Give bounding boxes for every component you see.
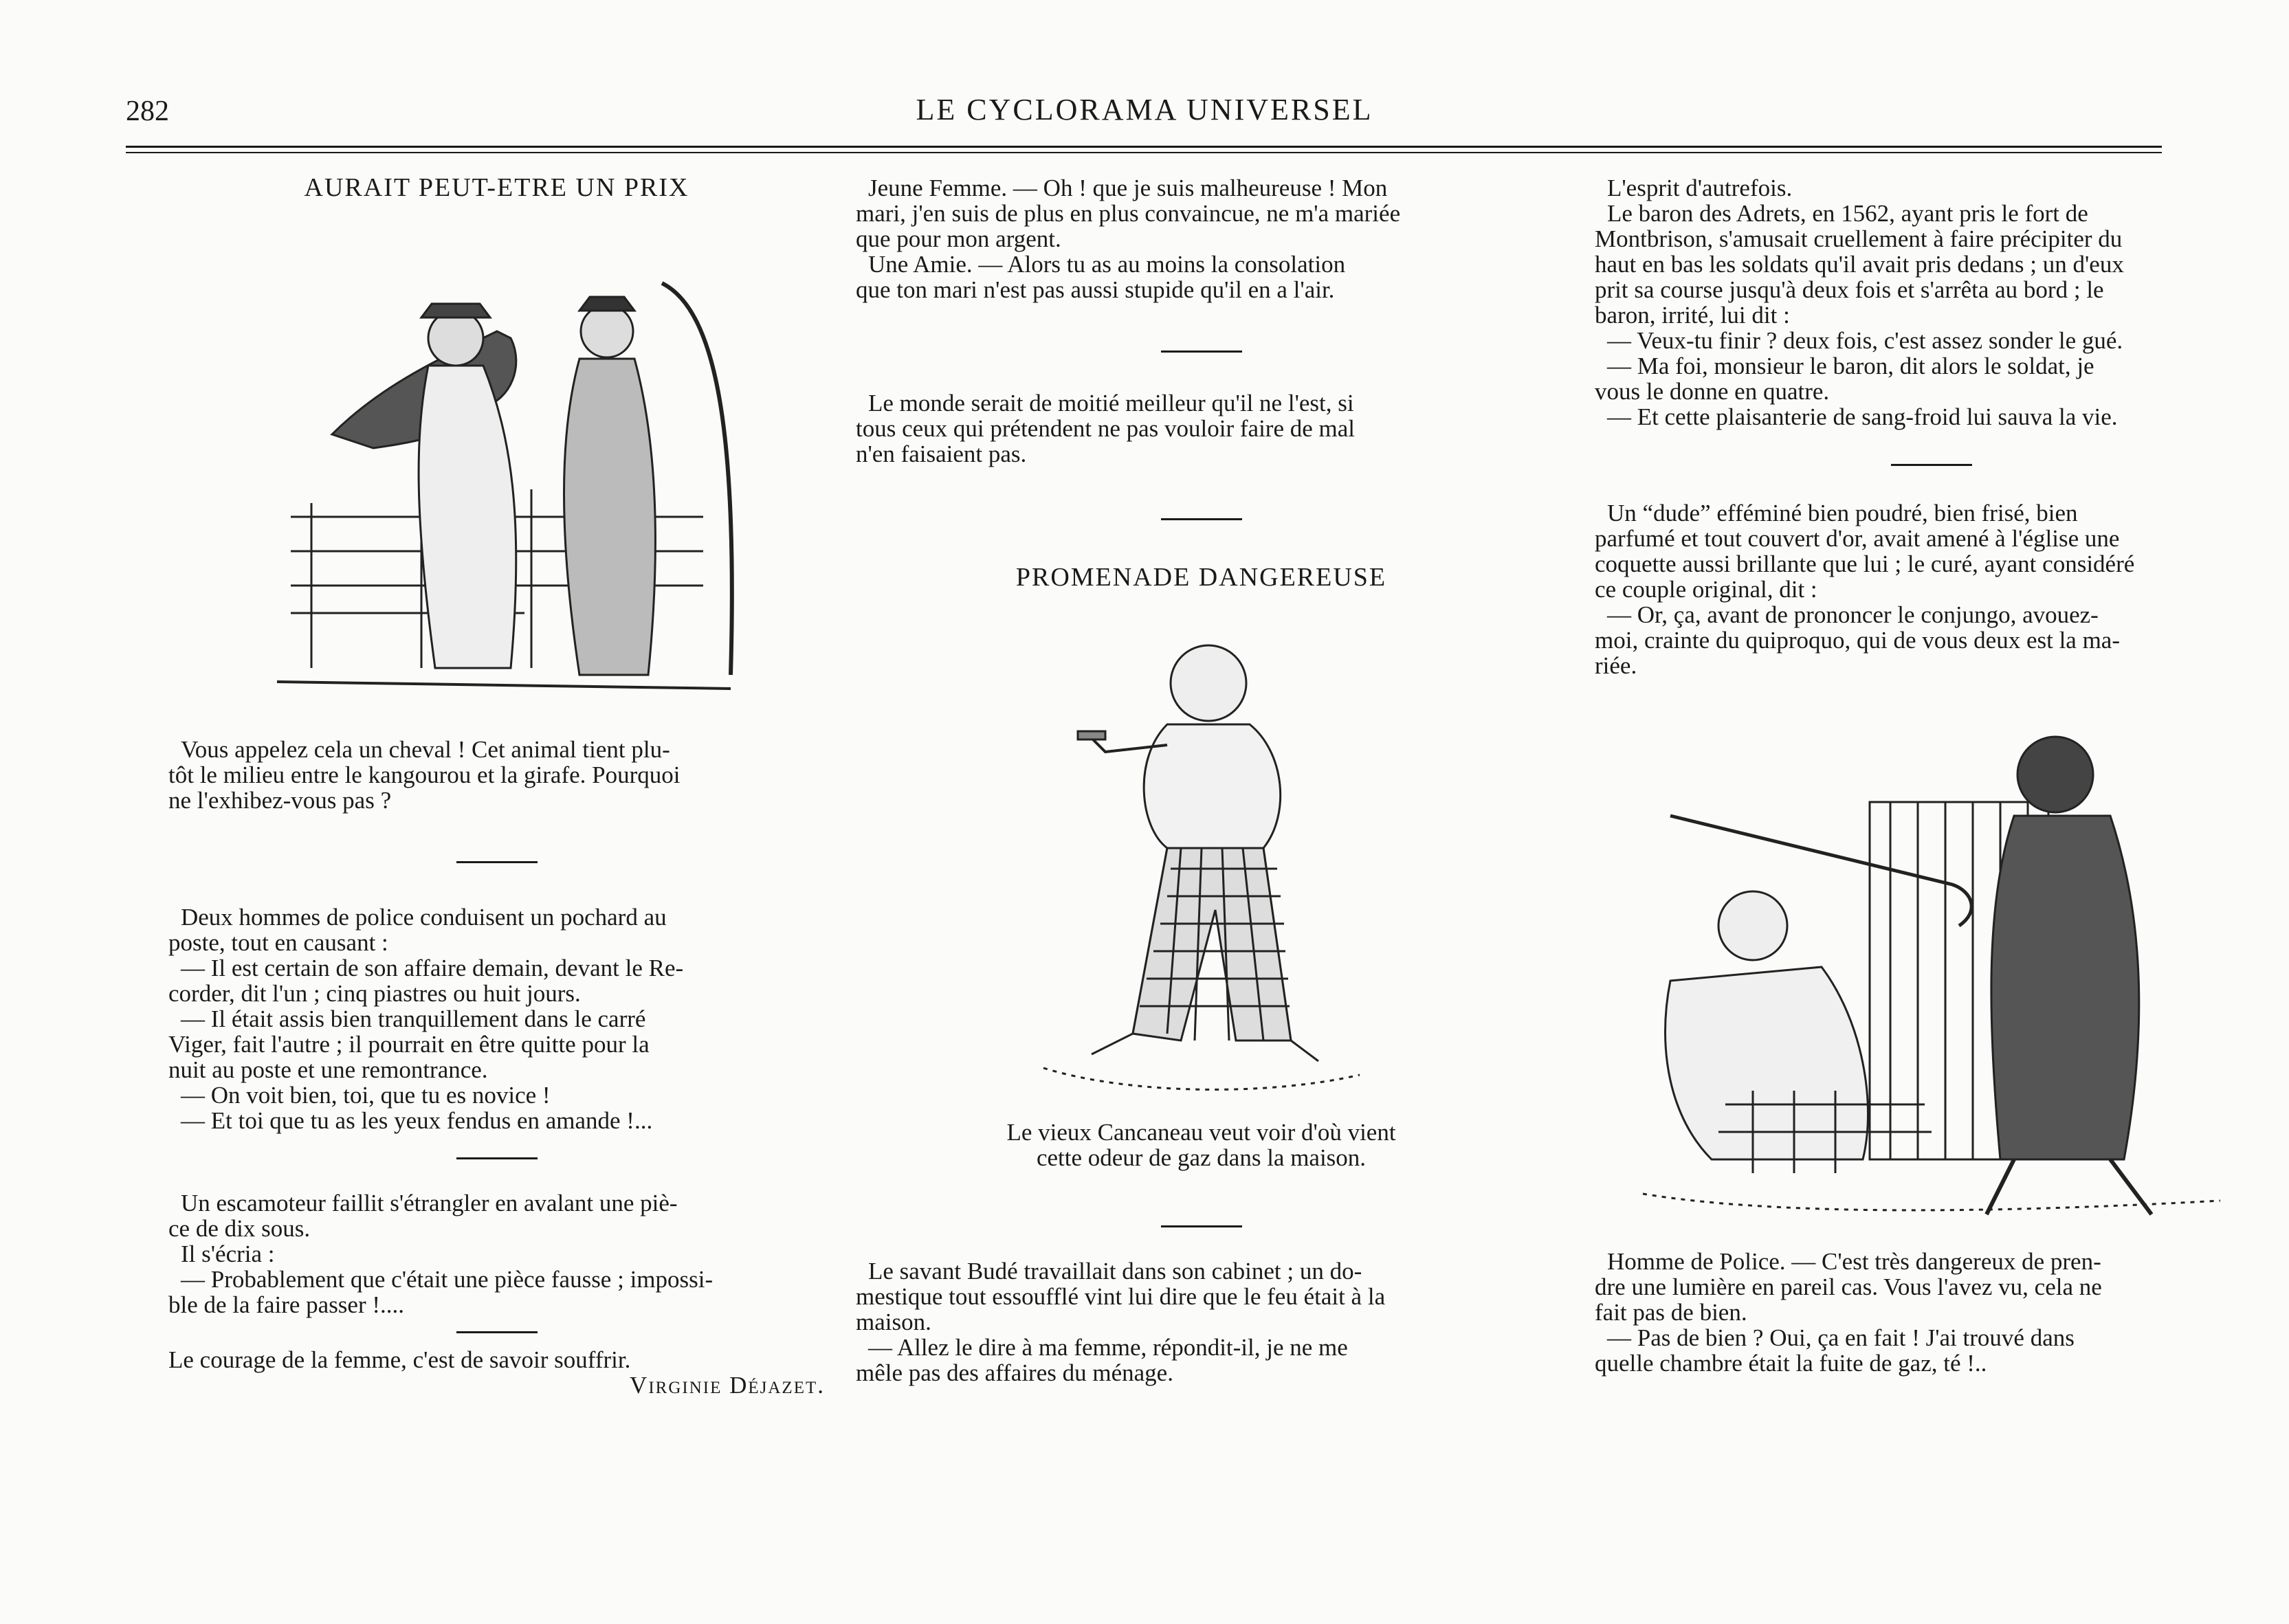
text-line: quelle chambre était la fuite de gaz, té !..: [1595, 1350, 1987, 1377]
quote-text: Le courage de la femme, c'est de savoir souffrir.: [168, 1346, 631, 1373]
text-line: Jeune Femme. — Oh ! que je suis malheureuse ! Mon: [868, 175, 1388, 201]
column-1: [168, 175, 825, 1398]
text-line: ne l'exhibez-vous pas ?: [168, 787, 392, 814]
text-line: Une Amie. — Alors tu as au moins la consolation: [868, 251, 1346, 278]
text-line: Il s'écria :: [181, 1241, 275, 1267]
page-number: 282: [126, 96, 169, 127]
police-anecdote: [168, 904, 825, 1133]
text-line: — Il est certain de son affaire demain, devant le Re-: [181, 955, 684, 981]
header-rule-top: [126, 146, 2162, 148]
text-line: tôt le milieu entre le kangourou et la girafe. Pourquoi: [168, 761, 681, 788]
separator: [1891, 464, 1972, 466]
police-gas-illustration: [1629, 720, 2234, 1228]
text-line: Un “dude” efféminé bien poudré, bien frisé, bien: [1607, 500, 2078, 526]
text-line: — Et cette plaisanterie de sang-froid lui sauva la vie.: [1607, 403, 2118, 430]
text-line: L'esprit d'autrefois.: [1607, 175, 1793, 201]
text-line: riée.: [1595, 652, 1637, 679]
text-line: Deux hommes de police conduisent un pochard au: [181, 904, 667, 931]
dialogue-anecdote: [856, 175, 1547, 302]
police-gas-dialogue: [1595, 1249, 2268, 1376]
text-line: mêle pas des affaires du ménage.: [856, 1359, 1173, 1386]
text-line: fait pas de bien.: [1595, 1299, 1747, 1326]
text-line: n'en faisaient pas.: [856, 441, 1027, 467]
separator: [1161, 351, 1242, 353]
text-line: vous le donne en quatre.: [1595, 378, 1830, 405]
text-line: mestique tout essoufflé vint lui dire que le feu était à la: [856, 1283, 1386, 1310]
text-line: Un escamoteur faillit s'étrangler en avalant une piè-: [181, 1190, 678, 1216]
cancaneau-caption: [856, 1120, 1547, 1170]
separator: [1161, 518, 1242, 520]
dude-anecdote: [1595, 500, 2268, 678]
text-line: ble de la faire passer !....: [168, 1291, 405, 1318]
text-line: que ton mari n'est pas aussi stupide qu'il en a l'air.: [856, 276, 1335, 303]
text-line: ce de dix sous.: [168, 1215, 311, 1242]
separator: [456, 1331, 538, 1333]
text-line: — Ma foi, monsieur le baron, dit alors le soldat, je: [1607, 353, 2094, 379]
escamoteur-anecdote: [168, 1190, 825, 1317]
text-line: moi, crainte du quiproquo, qui de vous deux est la ma-: [1595, 627, 2121, 654]
text-line: Vous appelez cela un cheval ! Cet animal tient plu-: [181, 736, 670, 763]
text-line: tous ceux qui prétendent ne pas vouloir faire de mal: [856, 415, 1356, 442]
text-line: baron, irrité, lui dit :: [1595, 302, 1790, 329]
text-line: poste, tout en causant :: [168, 929, 388, 956]
text-line: Le baron des Adrets, en 1562, ayant pris le fort de: [1607, 200, 2088, 227]
separator: [1161, 1225, 1242, 1227]
text-line: prit sa course jusqu'à deux fois et s'arrêta au bord ; le: [1595, 276, 2104, 303]
column-2: [856, 175, 1547, 1386]
text-line: que pour mon argent.: [856, 225, 1061, 252]
section-heading-promenade: PROMENADE DANGEREUSE: [1015, 563, 1387, 592]
quote-author: Virginie Déjazet.: [630, 1372, 825, 1399]
separator: [456, 861, 538, 863]
text-line: — On voit bien, toi, que tu es novice !: [181, 1082, 551, 1109]
text-line: Le savant Budé travaillait dans son cabinet ; un do-: [868, 1258, 1362, 1284]
cancaneau-illustration: [1030, 621, 1373, 1102]
text-line: haut en bas les soldats qu'il avait pris dedans ; un d'eux: [1595, 251, 2124, 278]
text-line: — Il était assis bien tranquillement dans le carré: [181, 1005, 646, 1032]
adrets-anecdote: [1595, 175, 2268, 430]
text-line: Le monde serait de moitié meilleur qu'il ne l'est, si: [868, 390, 1354, 416]
text-line: nuit au poste et une remontrance.: [168, 1056, 488, 1083]
section-heading-prix: AURAIT PEUT-ETRE UN PRIX: [304, 173, 689, 202]
bude-anecdote: [856, 1258, 1547, 1386]
text-line: maison.: [856, 1309, 931, 1335]
text-line: cette odeur de gaz dans la maison.: [1036, 1144, 1367, 1171]
horse-illustration: [250, 228, 744, 709]
text-line: mari, j'en suis de plus en plus convaincue, ne m'a mariée: [856, 200, 1401, 227]
text-line: Le vieux Cancaneau veut voir d'où vient: [1006, 1119, 1396, 1146]
text-line: — Veux-tu finir ? deux fois, c'est assez sonder le gué.: [1607, 327, 2123, 354]
text-line: corder, dit l'un ; cinq piastres ou huit jours.: [168, 980, 581, 1007]
text-line: parfumé et tout couvert d'or, avait amené à l'église une: [1595, 525, 2120, 552]
journal-title: LE CYCLORAMA UNIVERSEL: [916, 93, 1373, 126]
header-rule-bottom: [126, 152, 2162, 153]
text-line: — Or, ça, avant de prononcer le conjungo, avouez-: [1607, 601, 2099, 628]
text-line: Montbrison, s'amusait cruellement à faire précipiter du: [1595, 225, 2123, 252]
horse-caption: [168, 737, 825, 813]
text-line: dre une lumière en pareil cas. Vous l'avez vu, cela ne: [1595, 1273, 2102, 1300]
text-line: — Allez le dire à ma femme, répondit-il, je ne me: [868, 1334, 1348, 1361]
text-line: coquette aussi brillante que lui ; le curé, ayant considéré: [1595, 550, 2135, 577]
text-line: — Et toi que tu as les yeux fendus en amande !...: [181, 1107, 653, 1134]
monde-maxim: [856, 390, 1547, 467]
text-line: — Pas de bien ? Oui, ça en fait ! J'ai trouvé dans: [1607, 1324, 2075, 1351]
separator: [456, 1157, 538, 1159]
text-line: — Probablement que c'était une pièce fausse ; impossi-: [181, 1266, 714, 1293]
text-line: ce couple original, dit :: [1595, 576, 1817, 603]
text-line: Homme de Police. — C'est très dangereux de pren-: [1607, 1248, 2101, 1275]
column-3: [1595, 175, 2268, 1376]
text-line: Viger, fait l'autre ; il pourrait en être quitte pour la: [168, 1031, 650, 1058]
